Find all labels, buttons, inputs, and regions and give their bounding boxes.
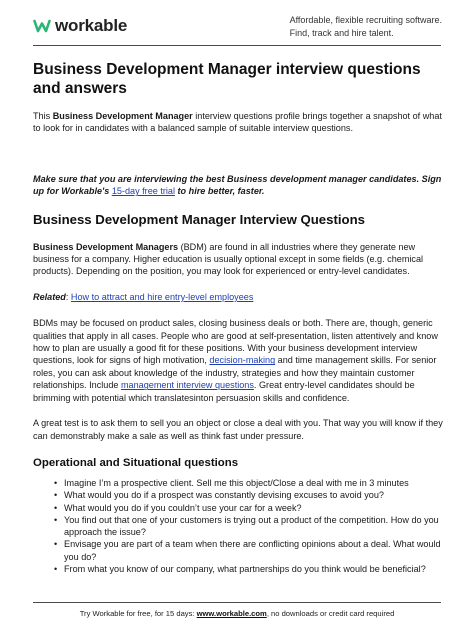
list-item: • From what you know of our company, what partnerships do you think would be beneficial? — [33, 563, 443, 575]
bdm-text: (BDM) are found in all industries where they generate new business for a company. Higher education is usually optional except in some fields (e.g. chemical products). Depending on the position, you may look for experienced or entry-level candidates. — [33, 241, 424, 277]
decision-making-link[interactable]: decision-making — [209, 355, 276, 366]
bdm2-part1: BDMs may be focused on product sales, closing business deals or both. There are, though, generic qualities that apply in all cases. People who are good at self-presentation, listen attentively and know how to plan are usually a good fit for these positions. With your business development interview questions, look for signs of high motivation, — [33, 318, 438, 366]
page-title: Business Development Manager interview questions and answers — [33, 61, 421, 97]
signup-callout — [33, 173, 443, 198]
footer-divider — [33, 602, 441, 603]
intro-paragraph — [33, 110, 443, 135]
bdm-description-paragraph — [33, 241, 443, 278]
bdm2-part3: . Great entry-level candidates should be brimming with potential which translatesinton persuasion skills and confidence. — [33, 380, 415, 403]
list-item: • Envisage you are part of a team when there are conflicting opinions about a deal. What would you do? — [33, 538, 443, 563]
document-body — [33, 60, 443, 575]
questions-list — [33, 477, 443, 575]
cta-pre: Make sure that you are interviewing the best Business development manager candidates. Sign up for Workable's — [33, 173, 442, 197]
page-header — [0, 0, 474, 44]
bdm2-part2: and time management skills. For senior roles, you can ask about knowledge of the industry, strategies and how they maintain customer relationships. Include — [33, 355, 437, 391]
list-item: • Imagine I’m a prospective client. Sell me this object/Close a deal with me in 3 minutes — [33, 477, 443, 489]
entry-level-employees-link[interactable]: How to attract and hire entry-level employees — [70, 291, 254, 302]
workable-logo[interactable] — [33, 16, 127, 36]
intro-pre: This — [33, 111, 53, 121]
related-label: Related — [33, 291, 66, 302]
footer-post: , no downloads or credit card required — [266, 609, 395, 618]
section-heading: Business Development Manager Interview Questions — [33, 211, 365, 227]
workable-site-link[interactable]: www.workable.com — [196, 609, 267, 618]
intro-bold: Business Development Manager — [52, 111, 193, 121]
logo-text: workable — [55, 16, 128, 35]
sales-test-paragraph: A great test is to ask them to sell you an object or close a deal with you. That way you will know if they can demonstrably make a sale as well as think fast under pressure. — [33, 418, 443, 441]
management-interview-questions-link[interactable]: management interview questions — [120, 380, 254, 391]
footer-pre: Try Workable for free, for 15 days: — [79, 609, 197, 618]
list-item: • You find out that one of your customers is trying out a product of the competition. How do you approach the issue? — [33, 514, 443, 539]
header-tagline — [290, 14, 442, 40]
tagline-line-2: Find, track and hire talent. — [289, 28, 394, 38]
header-divider — [33, 45, 441, 46]
page-footer — [0, 609, 474, 618]
list-item: • What would you do if you couldn’t use your car for a week? — [33, 502, 443, 514]
bdm-bold: Business Development Managers — [33, 241, 179, 252]
related-sep: : — [65, 291, 71, 302]
list-item: • What would you do if a prospect was constantly devising excuses to avoid you? — [33, 489, 443, 501]
related-link-line — [33, 291, 443, 303]
tagline-line-1: Affordable, flexible recruiting software. — [289, 15, 442, 25]
bdm-qualities-paragraph — [33, 317, 443, 404]
questions-subheading: Operational and Situational questions — [33, 456, 239, 469]
intro-post: interview questions profile brings together a snapshot of what to look for in candidates with a balanced sample of suitable interview questions. — [33, 111, 442, 134]
workable-w-icon — [33, 19, 51, 33]
free-trial-link[interactable]: 15-day free trial — [111, 186, 175, 197]
cta-post: to hire better, faster. — [175, 186, 265, 197]
